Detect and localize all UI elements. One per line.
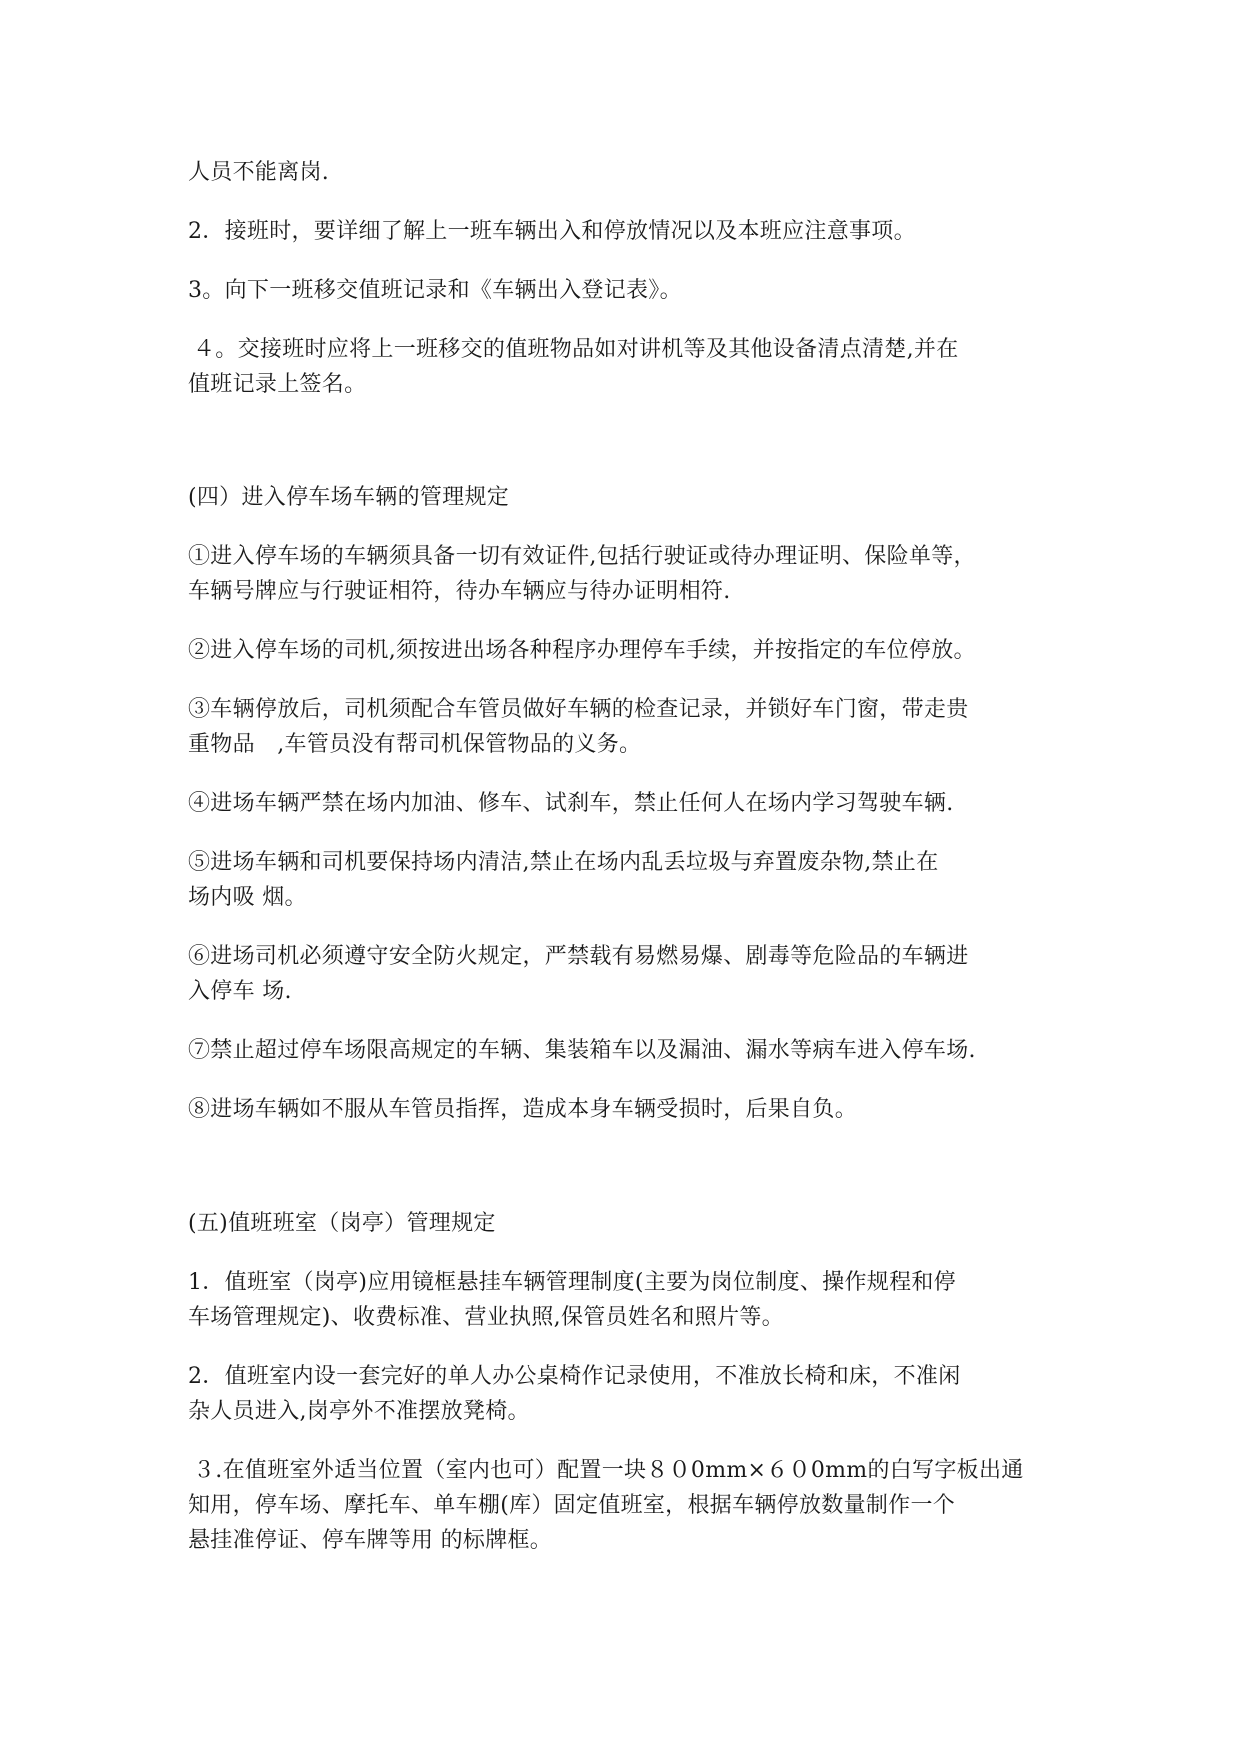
list-item-2: 2．值班室内设一套完好的单人办公桌椅作记录使用，不准放长椅和床，不准闲 (188, 1364, 961, 1389)
section-heading-4: (四）进入停车场车辆的管理规定 (188, 485, 510, 510)
list-item-4-cont: 值班记录上签名。 (188, 372, 367, 397)
rule-2: ②进入停车场的司机,须按进出场各种程序办理停车手续，并按指定的车位停放。 (188, 638, 976, 663)
list-item-4: ４。交接班时应将上一班移交的值班物品如对讲机等及其他设备清点清楚,并在 (193, 337, 959, 362)
rule-1: ①进入停车场的车辆须具备一切有效证件,包括行驶证或待办理证明、保险单等， (188, 544, 976, 569)
rule-5-cont: 场内吸 烟。 (188, 885, 307, 910)
rule-8: ⑧进场车辆如不服从车管员指挥，造成本身车辆受损时，后果自负。 (188, 1097, 858, 1122)
list-item-1-cont: 车场管理规定)、收费标准、营业执照,保管员姓名和照片等。 (188, 1305, 784, 1330)
rule-3: ③车辆停放后，司机须配合车管员做好车辆的检查记录，并锁好车门窗，带走贵 (188, 697, 969, 722)
list-item-3: ３.在值班室外适当位置（室内也可）配置一块８０0mm×６０0mm的白写字板出通 (193, 1458, 1024, 1483)
rule-6: ⑥进场司机必须遵守安全防火规定，严禁载有易燃易爆、剧毒等危险品的车辆进 (188, 944, 969, 969)
list-item-3-cont2: 悬挂准停证、停车牌等用 的标牌框。 (188, 1528, 553, 1553)
section-heading-5: (五)值班班室（岗亭）管理规定 (188, 1211, 496, 1236)
rule-5: ⑤进场车辆和司机要保持场内清洁,禁止在场内乱丢垃圾与弃置废杂物,禁止在 (188, 850, 939, 875)
paragraph-line: 人员不能离岗. (188, 160, 330, 185)
list-item-1: 1．值班室（岗亭)应用镜框悬挂车辆管理制度(主要为岗位制度、操作规程和停 (188, 1270, 956, 1295)
rule-4: ④进场车辆严禁在场内加油、修车、试刹车，禁止任何人在场内学习驾驶车辆. (188, 791, 954, 816)
list-item-2-cont: 杂人员进入,岗亭外不准摆放凳椅。 (188, 1399, 530, 1424)
rule-7: ⑦禁止超过停车场限高规定的车辆、集装箱车以及漏油、漏水等病车进入停车场. (188, 1038, 976, 1063)
rule-6-cont: 入停车 场. (188, 979, 292, 1004)
rule-3-cont: 重物品 ,车管员没有帮司机保管物品的义务。 (188, 732, 642, 757)
rule-1-cont: 车辆号牌应与行驶证相符，待办车辆应与待办证明相符. (188, 579, 731, 604)
list-item-3-cont: 知用，停车场、摩托车、单车棚(库）固定值班室，根据车辆停放数量制作一个 (188, 1493, 956, 1518)
list-item-3: 3。向下一班移交值班记录和《车辆出入登记表》。 (188, 278, 682, 303)
list-item-2: 2．接班时，要详细了解上一班车辆出入和停放情况以及本班应注意事项。 (188, 219, 916, 244)
